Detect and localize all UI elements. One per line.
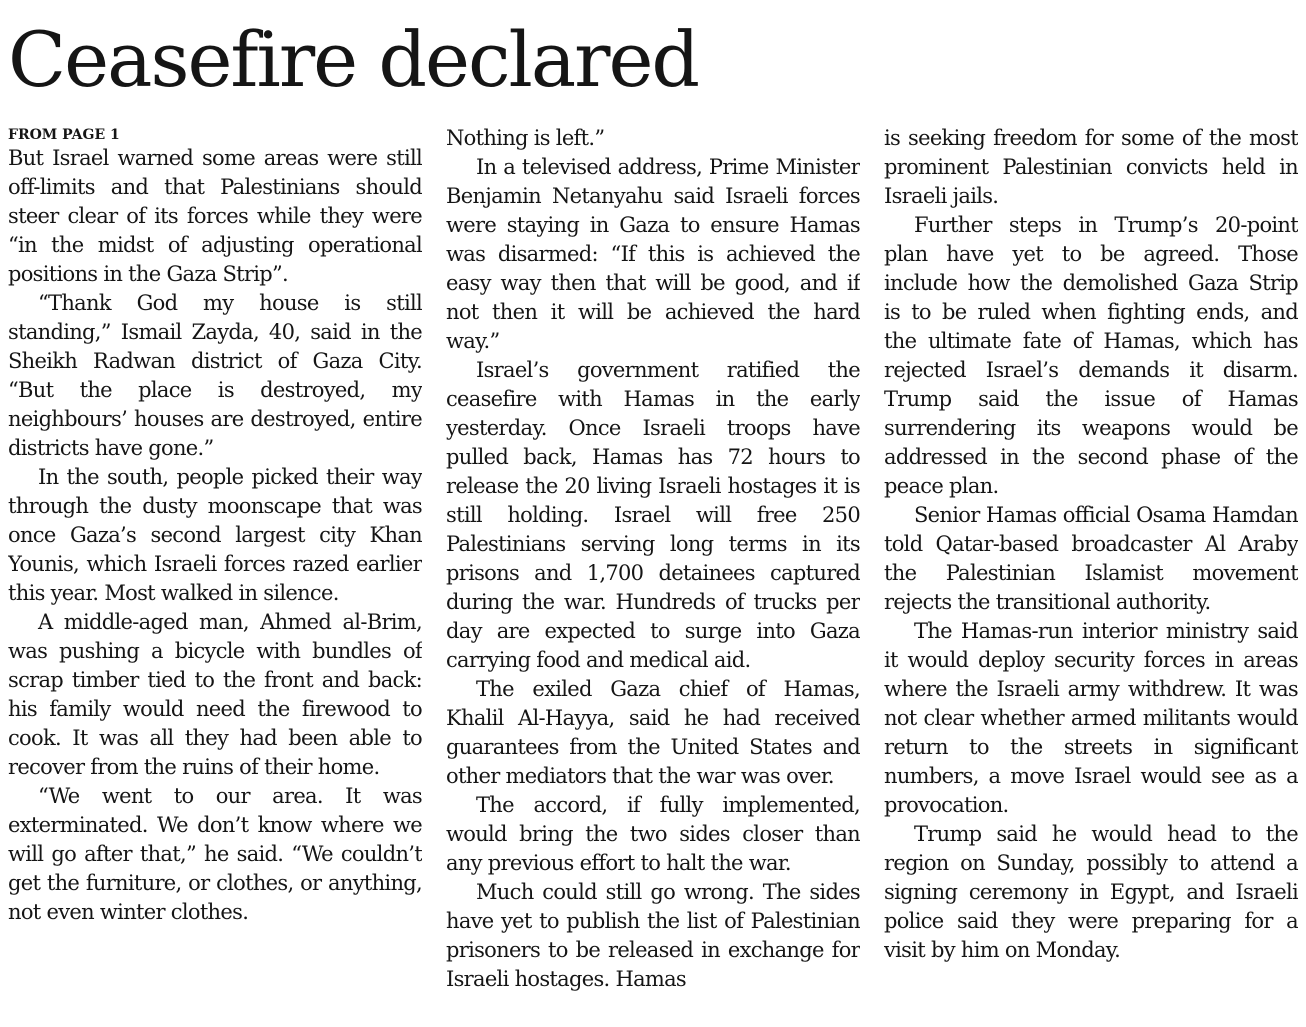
body-paragraph: Senior Hamas official Osama Hamdan told Qatar-based broadcaster Al Araby the Palestinian Islamist movement rejects the transitional authority. xyxy=(884,503,1298,614)
body-paragraph: “We went to our area. It was exterminated. We don’t know where we will go after that,” he said. “We couldn’t get the furniture, or clothes, or anything, not even winter clothes. xyxy=(8,784,422,924)
body-paragraph: The exiled Gaza chief of Hamas, Khalil Al-Hayya, said he had received guarantees from the United States and other mediators that the war was over. xyxy=(446,677,860,788)
article-column-2 xyxy=(446,120,860,1020)
body-paragraph: Nothing is left.” xyxy=(446,126,605,150)
body-paragraph: Further steps in Trump’s 20-point plan have yet to be agreed. Those include how the demolished Gaza Strip is to be ruled when fighting ends, and the ultimate fate of Hamas, which has rejected Israel’s demands it disarm. Trump said the issue of Hamas surrendering its weapons would be addressed in the second phase of the peace plan. xyxy=(884,213,1298,498)
body-paragraph: In a televised address, Prime Minister Benjamin Netanyahu said Israeli forces were staying in Gaza to ensure Hamas was disarmed: “If this is achieved the easy way then that will be good, and if not then it will be achieved the hard way.” xyxy=(446,155,860,353)
body-paragraph: In the south, people picked their way through the dusty moonscape that was once Gaza’s second largest city Khan Younis, which Israeli forces razed earlier this year. Most walked in silence. xyxy=(8,465,422,605)
body-paragraph: The accord, if fully implemented, would bring the two sides closer than any previous effort to halt the war. xyxy=(446,793,860,875)
continuation-kicker: FROM PAGE 1 xyxy=(8,127,120,143)
body-paragraph: Israel’s government ratified the ceasefire with Hamas in the early yesterday. Once Israeli troops have pulled back, Hamas has 72 hours to release the 20 living Israeli hostages it is still holding. Israel will free 250 Palestinians serving long terms in its prisons and 1,700 detainees captured during the war. Hundreds of trucks per day are expected to surge into Gaza carrying food and medical aid. xyxy=(446,358,860,672)
body-paragraph: The Hamas-run interior ministry said it would deploy security forces in areas where the Israeli army withdrew. It was not clear whether armed militants would return to the streets in significant numbers, a move Israel would see as a provocation. xyxy=(884,619,1298,817)
body-paragraph: A middle-aged man, Ahmed al-Brim, was pushing a bicycle with bundles of scrap timber tied to the front and back: his family would need the firewood to cook. It was all they had been able to recover from the ruins of their home. xyxy=(8,610,422,779)
body-paragraph: Much could still go wrong. The sides have yet to publish the list of Palestinian prisoners to be released in exchange for Israeli hostages. Hamas xyxy=(446,880,860,991)
body-paragraph: is seeking freedom for some of the most prominent Palestinian convicts held in Israeli jails. xyxy=(884,126,1298,208)
page-title: Ceasefire declared xyxy=(8,15,699,104)
body-paragraph: “Thank God my house is still standing,” Ismail Zayda, 40, said in the Sheikh Radwan district of Gaza City. “But the place is destroyed, my neighbours’ houses are destroyed, entire districts have gone.” xyxy=(8,291,422,460)
article-column-1 xyxy=(8,120,422,1020)
body-paragraph: Trump said he would head to the region on Sunday, possibly to attend a signing ceremony in Egypt, and Israeli police said they were preparing for a visit by him on Monday. xyxy=(884,822,1298,962)
article-column-3 xyxy=(884,120,1298,1020)
body-paragraph: But Israel warned some areas were still off-limits and that Palestinians should steer clear of its forces while they were “in the midst of adjusting operational positions in the Gaza Strip”. xyxy=(8,146,422,286)
